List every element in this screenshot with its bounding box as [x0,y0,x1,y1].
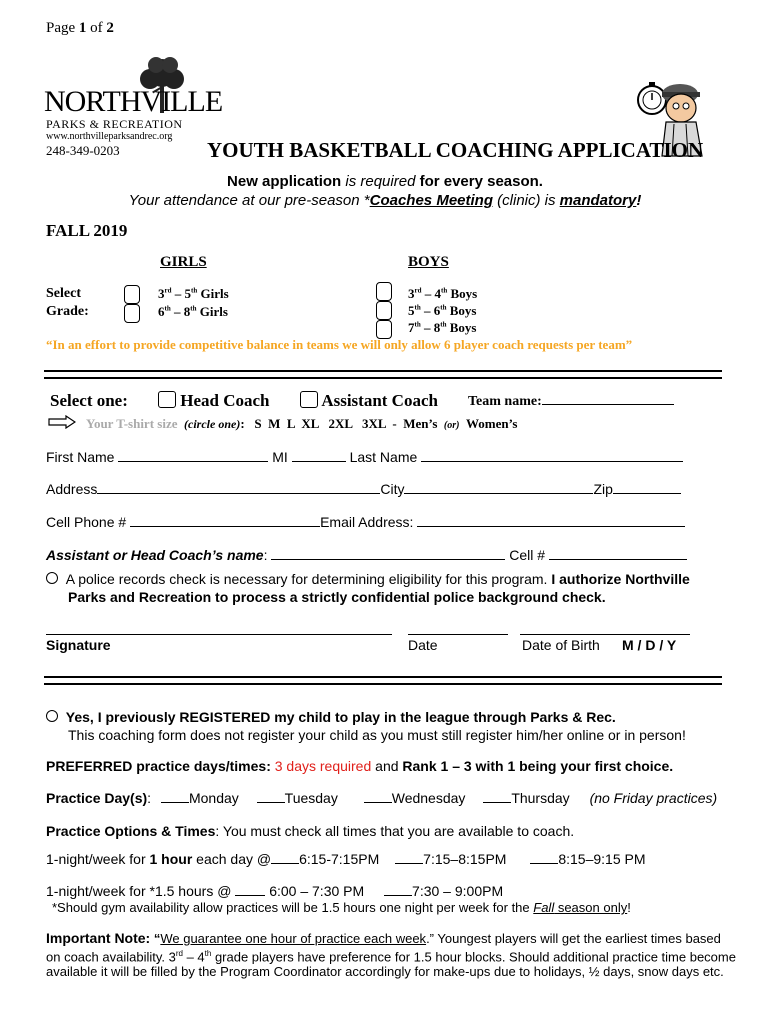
dob-line[interactable] [520,634,690,635]
boys-7-8-label: 7th – 8th Boys [408,320,477,335]
one-half-hour-row: 1-night/week for *1.5 hours @ 6:00 – 7:30 PM 7:30 – 9:00PM [46,883,504,899]
head-coach-checkbox[interactable] [158,391,176,408]
coach-name-input[interactable] [271,558,505,560]
slot-730-input[interactable] [384,894,412,896]
monday-label: Monday [188,790,239,806]
email-input[interactable] [417,525,685,527]
girls-6-8-checkbox[interactable] [124,304,140,323]
dob-label: Date of Birth [522,637,600,653]
police-check-radio[interactable] [46,572,58,584]
zip-input[interactable] [613,492,681,494]
city-input[interactable] [404,492,593,494]
assistant-coach-label: Assistant Coach [321,391,438,410]
girls-header: GIRLS [160,254,207,270]
name-row [46,449,683,465]
last-name-label: Last Name [349,449,418,465]
page-number: Page 1 of 2 [46,20,114,36]
tshirt-colon: : [240,416,245,431]
boys-5-6-checkbox[interactable] [376,301,392,320]
head-coach-option[interactable] [158,391,270,411]
divider-2 [44,676,722,685]
intro-line-1: New application is required for every season. [227,173,543,190]
tuesday-label: Tuesday [284,790,338,806]
assistant-coach-option[interactable] [300,391,438,411]
slot-715-input[interactable] [395,862,423,864]
slot-815-label: 8:15–9:15 PM [558,851,646,867]
first-name-label: First Name [46,449,115,465]
girls-3-5-label: 3rd – 5th Girls [158,286,229,301]
boys-3-4-checkbox[interactable] [376,282,392,301]
registered-radio[interactable] [46,710,58,722]
tuesday-rank-input[interactable] [257,801,285,803]
select-one-label: Select one: [50,391,128,410]
logo-phone: 248-349-0203 [46,143,120,158]
boys-3-4-label: 3rd – 4th Boys [408,286,478,301]
signature-line[interactable] [46,634,392,635]
season-label: FALL 2019 [46,221,128,240]
coach-name-label: Assistant or Head Coach’s name [46,547,264,563]
cell-phone-input[interactable] [130,525,320,527]
registered-check: Yes, I previously REGISTERED my child to play in the league through Parks & Rec. This coaching form does not register your child as you must still register him/her online or in person! [46,708,686,744]
logo-name: NORTHVILLE [44,85,223,118]
coach-name-row [46,547,687,563]
girls-6-8-label: 6th – 8th Girls [158,304,228,319]
logo-sub: PARKS & RECREATION [46,117,183,131]
address-input[interactable] [97,492,380,494]
tshirt-sizes[interactable]: S M L XL 2XL 3XL - Men’s [254,416,438,431]
northville-logo [44,55,223,165]
girls-3-5-checkbox[interactable] [124,285,140,304]
slot-615-label: 6:15-7:15PM [299,851,380,867]
contact-row [46,514,685,530]
zip-label: Zip [593,481,613,497]
city-label: City [380,481,405,497]
date-line[interactable] [408,634,508,635]
police-check: A police records check is necessary for determining eligibility for this program. I authorize Northville Parks and Recreation to process a strictly confidential police background check. [46,570,726,606]
boys-header: BOYS [408,254,449,270]
slot-730-label: 7:30 – 9:00PM [412,883,504,899]
practice-options-line: Practice Options & Times: You must check all times that you are available to coach. [46,823,575,839]
slot-715-label: 7:15–8:15PM [423,851,507,867]
slot-600-label: 6:00 – 7:30 PM [265,883,365,899]
divider-1 [44,370,722,379]
address-label: Address [46,481,98,497]
arrow-right-icon [48,415,76,429]
tshirt-womens[interactable]: Women’s [465,416,518,431]
head-coach-label: Head Coach [180,391,270,410]
slot-815-input[interactable] [530,862,558,864]
gym-note: *Should gym availability allow practices will be 1.5 hours one night per week for the Fall season only! [52,900,631,915]
address-row [46,481,681,497]
balance-note: “In an effort to provide competitive balance in teams we will only allow 6 player coach requests per team” [46,337,633,352]
no-friday-note: (no Friday practices) [589,790,718,806]
signature-label: Signature [46,637,111,653]
thursday-rank-input[interactable] [483,801,511,803]
thursday-label: Thursday [511,790,570,806]
coach-cell-label: Cell # [509,547,546,563]
select-label: Select [46,286,81,301]
mi-input[interactable] [292,460,346,462]
coach-name-colon: : [263,547,268,563]
tshirt-or: (or) [443,420,460,431]
form-title: YOUTH BASKETBALL COACHING APPLICATION [207,138,704,162]
team-name-label: Team name: [468,394,542,409]
tshirt-size-row [86,416,517,432]
first-name-input[interactable] [118,460,268,462]
last-name-input[interactable] [421,460,683,462]
dob-format: M / D / Y [622,637,677,653]
important-note: Important Note: “We guarantee one hour of practice each week.” Youngest players will get the earliest times based on coach availability. 3rd – 4th grade players have preference for 1.5 hour blocks. Should additional practice time become available it will be filled by the Program Coordinator accordingly for make-ups due to holidays, ½ days, snow days etc. [46,930,736,980]
wednesday-label: Wednesday [391,790,466,806]
cell-phone-label: Cell Phone # [46,514,127,530]
practice-days-row: Practice Day(s): Monday Tuesday Wednesday Thursday (no Friday practices) [46,790,718,806]
one-hour-row: 1-night/week for 1 hour each day @ 6:15-7:15PM 7:15–8:15PM 8:15–9:15 PM [46,851,646,867]
slot-615-input[interactable] [271,862,299,864]
team-name-field[interactable] [468,394,674,410]
assistant-coach-checkbox[interactable] [300,391,318,408]
tshirt-size-label: Your T-shirt size [86,416,178,431]
mi-label: MI [272,449,288,465]
monday-rank-input[interactable] [161,801,189,803]
grade-label: Grade: [46,304,89,319]
wednesday-rank-input[interactable] [364,801,392,803]
circle-one-note: (circle one) [184,417,241,431]
intro-line-2: Your attendance at our pre-season *Coaches Meeting (clinic) is mandatory! [128,192,642,209]
boys-5-6-label: 5th – 6th Boys [408,303,477,318]
slot-600-input[interactable] [235,894,265,896]
coach-cell-input[interactable] [549,558,687,560]
date-label: Date [408,637,438,653]
logo-url: www.northvilleparksandrec.org [46,131,173,142]
email-label: Email Address: [320,514,414,530]
preferred-line: PREFERRED practice days/times: 3 days required and Rank 1 – 3 with 1 being your first choice. [46,758,674,774]
